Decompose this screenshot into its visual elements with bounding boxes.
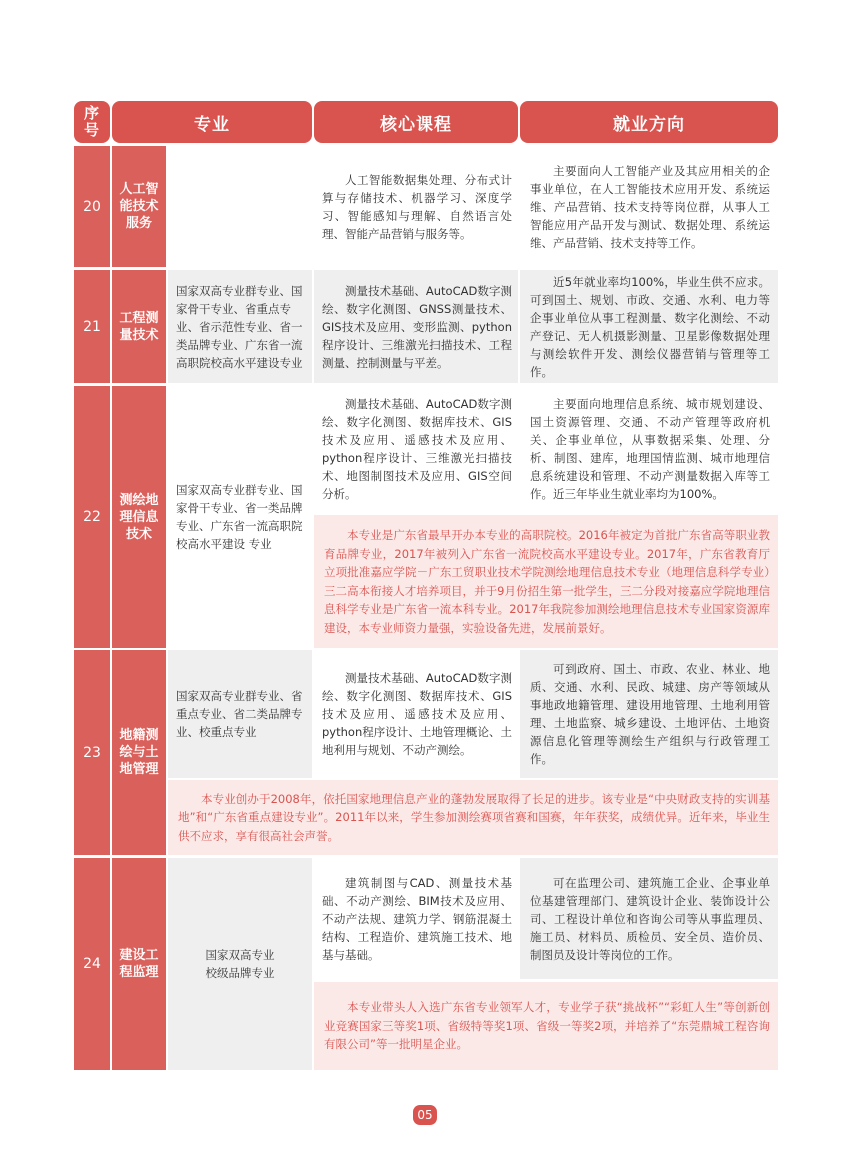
major-name-line: 服务 bbox=[125, 216, 152, 231]
major-note bbox=[168, 780, 778, 855]
courses-cell bbox=[314, 650, 518, 778]
major-note bbox=[314, 515, 778, 648]
header-major: 专业 bbox=[112, 101, 312, 143]
careers-text: 可在监理公司、建筑施工企业、企事业单位基建管理部门、建筑设计企业、装饰设计公司、工程设计单位和咨询公司等从事监理员、施工员、材料员、质检员、安全员、造价员、制图员及设计等岗位的工作。 bbox=[530, 875, 770, 962]
courses-cell bbox=[314, 386, 518, 512]
row-number: 21 bbox=[74, 270, 110, 383]
major-name-line: 程监理 bbox=[119, 965, 159, 980]
features-cell bbox=[168, 858, 312, 1070]
note-text: 本专业创办于2008年，依托国家地理信息产业的蓬勃发展取得了长足的进步。该专业是“中央财政支持的实训基地”和“广东省重点建设专业”。2011年以来，学生参加测绘赛项省赛和国赛，年年获奖，成绩优异。近年来，毕业生供不应求，享有很高社会声誉。 bbox=[178, 791, 770, 843]
major-name-line: 人工智 bbox=[119, 182, 159, 197]
note-text: 本专业是广东省最早开办本专业的高职院校。2016年被定为首批广东省高等职业教育品牌专业，2017年被列入广东省一流院校高水平建设专业。2017年，广东省教育厅立项批准嘉应学院－广东工贸职业技术学院测绘地理信息技术专业（地理信息科学专业）三二高本衔接人才培养项目，并于9月份招生第一批学生，三二分段对接嘉应学院地理信息科学专业是广东省一流本科专业。2017年我院参加测绘地理信息技术专业国家资源库建设，本专业师资力量强，实验设备先进，发展前景好。 bbox=[324, 528, 770, 635]
careers-text: 可到政府、国土、市政、农业、林业、地质、交通、水利、民政、城建、房产等领域从事地政地籍管理、建设用地管理、土地利用管理、土地监察、城乡建设、土地评估、土地资源信息化管理等测绘生产组织与行政管理工作。 bbox=[530, 662, 770, 766]
careers-cell bbox=[520, 146, 778, 267]
note-text: 本专业带头人入选广东省专业领军人才，专业学子获“挑战杯”“彩虹人生”等创新创业竞赛国家三等奖1项、省级特等奖1项、省级一等奖2项，并培养了“东莞鼎城工程咨询有限公司”等一批明星企业。 bbox=[324, 1000, 770, 1052]
header-careers: 就业方向 bbox=[520, 101, 778, 143]
major-name-line: 地管理 bbox=[119, 762, 159, 777]
careers-cell bbox=[520, 650, 778, 778]
features-cell bbox=[168, 650, 312, 778]
courses-cell bbox=[314, 270, 518, 383]
features-line: 校级品牌专业 bbox=[205, 966, 275, 980]
major-name-line: 量技术 bbox=[119, 327, 159, 343]
courses-text: 建筑制图与CAD、测量技术基础、不动产测绘、BIM技术及应用、不动产法规、建筑力学、钢筋混凝土结构、工程造价、建筑施工技术、地基与基础。 bbox=[322, 875, 512, 962]
major-name bbox=[112, 386, 166, 648]
row-number: 23 bbox=[74, 650, 110, 855]
courses-text: 测量技术基础、AutoCAD数字测绘、数字化测图、GNSS测量技术、GIS技术及应用、变形监测、python程序设计、三维激光扫描技术、工程测量、控制测量与平差。 bbox=[322, 283, 512, 370]
major-name-line: 理信息 bbox=[119, 509, 159, 525]
features-line: 国家双高专业 bbox=[205, 948, 275, 962]
careers-cell bbox=[520, 858, 778, 979]
courses-cell bbox=[314, 858, 518, 979]
careers-cell bbox=[520, 386, 778, 512]
major-name bbox=[112, 146, 166, 267]
header-no-line2: 号 bbox=[83, 121, 100, 139]
careers-text: 主要面向人工智能产业及其应用相关的企事业单位，在人工智能技术应用开发、系统运维、产品营销、技术支持等岗位群，从事人工智能应用产品开发与测试、数据处理、系统运维、产品营销、技术支持等工作。 bbox=[530, 163, 770, 250]
major-name-line: 绘与土 bbox=[119, 745, 159, 760]
courses-text: 人工智能数据集处理、分布式计算与存储技术、机器学习、深度学习、智能感知与理解、自然语言处理、智能产品营销与服务等。 bbox=[322, 172, 512, 241]
major-name-line: 工程测 bbox=[119, 310, 159, 326]
major-note bbox=[314, 982, 778, 1070]
header-no bbox=[74, 101, 110, 143]
major-name-line: 建设工 bbox=[119, 948, 159, 963]
features-text: 国家双高专业群专业、省重点专业、省二类品牌专业、校重点专业 bbox=[176, 689, 303, 739]
header-no-line1: 序 bbox=[83, 104, 100, 122]
features-text: 国家双高专业群专业、国家骨干专业、省重点专业、省示范性专业、省一类品牌专业、广东省一流高职院校高水平建设专业 bbox=[176, 283, 303, 370]
features-cell bbox=[168, 146, 312, 267]
major-name bbox=[112, 858, 166, 1070]
header-courses: 核心课程 bbox=[314, 101, 518, 143]
courses-cell bbox=[314, 146, 518, 267]
row-number: 24 bbox=[74, 858, 110, 1070]
features-text: 国家双高专业群专业、国家骨干专业、省一类品牌专业、广东省一流高职院校高水平建设 专业 bbox=[176, 483, 303, 551]
careers-text: 主要面向地理信息系统、城市规划建设、国土资源管理、交通、不动产管理等政府机关、企事业单位，从事数据采集、处理、分析、制图、建库，地理国情监测、城市地理信息系统建设和管理、不动产测量数据入库等工作。近三年毕业生就业率均为100%。 bbox=[530, 397, 770, 501]
major-name-line: 能技术 bbox=[119, 199, 159, 214]
courses-text: 测量技术基础、AutoCAD数字测绘、数字化测图、数据库技术、GIS技术及应用、遥感技术及应用、python程序设计、三维激光扫描技术、地图制图技术及应用、GIS空间分析。 bbox=[322, 397, 512, 501]
features-cell bbox=[168, 270, 312, 383]
row-number: 20 bbox=[74, 146, 110, 267]
courses-text: 测量技术基础、AutoCAD数字测绘、数字化测图、数据库技术、GIS技术及应用、遥感技术及应用、python程序设计、土地管理概论、土地利用与规划、不动产测绘。 bbox=[322, 671, 512, 757]
page-number: 05 bbox=[413, 1105, 437, 1125]
major-name bbox=[112, 270, 166, 383]
major-name bbox=[112, 650, 166, 855]
major-name-line: 技术 bbox=[125, 526, 152, 542]
row-number: 22 bbox=[74, 386, 110, 648]
major-name-line: 地籍测 bbox=[119, 728, 159, 743]
careers-text: 近5年就业率均100%，毕业生供不应求。可到国土、规划、市政、交通、水利、电力等企事业单位从事工程测量、数字化测绘、不动产登记、无人机摄影测量、卫星影像数据处理与测绘软件开发、测绘仪器营销与管理等工作。 bbox=[530, 274, 770, 379]
features-cell bbox=[168, 386, 312, 648]
careers-cell bbox=[520, 270, 778, 383]
major-name-line: 测绘地 bbox=[119, 492, 159, 508]
